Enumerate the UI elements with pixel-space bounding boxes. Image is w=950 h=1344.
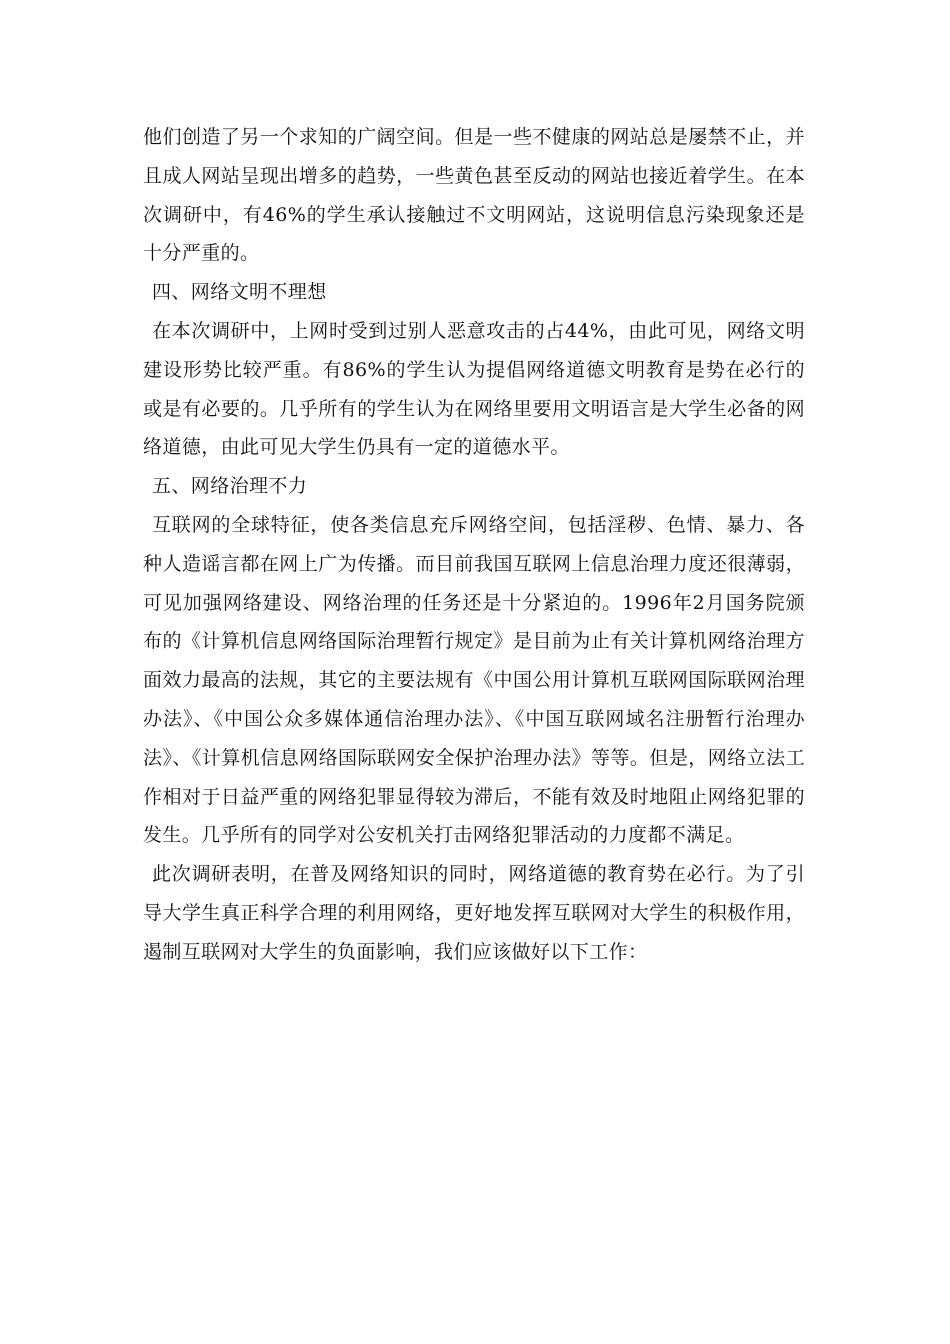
paragraph-conclusion: 此次调研表明，在普及网络知识的同时，网络道德的教育势在必行。为了引导大学生真正科学合理的利用网络，更好地发挥互联网对大学生的积极作用，遏制互联网对大学生的负面影响，我们应该做好以下工作：	[143, 863, 805, 963]
paragraph-network-civility: 在本次调研中，上网时受到过别人恶意攻击的占44%，由此可见，网络文明建设形势比较严重。有86%的学生认为提倡网络道德文明教育是势在必行的或是有必要的。几乎所有的学生认为在网络里要用文明语言是大学生必备的网络道德，由此可见大学生仍具有一定的道德水平。	[143, 319, 805, 459]
section-heading-four: 四、网络文明不理想	[152, 281, 327, 304]
section-heading-five: 五、网络治理不力	[152, 475, 308, 498]
paragraph-continuation: 他们创造了另一个求知的广阔空间。但是一些不健康的网站总是屡禁不止，并且成人网站呈现出增多的趋势，一些黄色甚至反动的网站也接近着学生。在本次调研中，有46%的学生承认接触过不文明网站，这说明信息污染现象还是十分严重的。	[143, 126, 805, 265]
document-body	[143, 118, 805, 972]
paragraph-network-governance: 互联网的全球特征，使各类信息充斥网络空间，包括淫秽、色情、暴力、各种人造谣言都在网上广为传播。而目前我国互联网上信息治理力度还很薄弱，可见加强网络建设、网络治理的任务还是十分紧迫的。1996年2月国务院颁布的《计算机信息网络国际治理暂行规定》是目前为止有关计算机网络治理方面效力最高的法规，其它的主要法规有《中国公用计算机互联网国际联网治理办法》、《中国公众多媒体通信治理办法》、《中国互联网域名注册暂行治理办法》、《计算机信息网络国际联网安全保护治理办法》等等。但是，网络立法工作相对于日益严重的网络犯罪显得较为滞后，不能有效及时地阻止网络犯罪的发生。几乎所有的同学对公安机关打击网络犯罪活动的力度都不满足。	[143, 513, 805, 847]
